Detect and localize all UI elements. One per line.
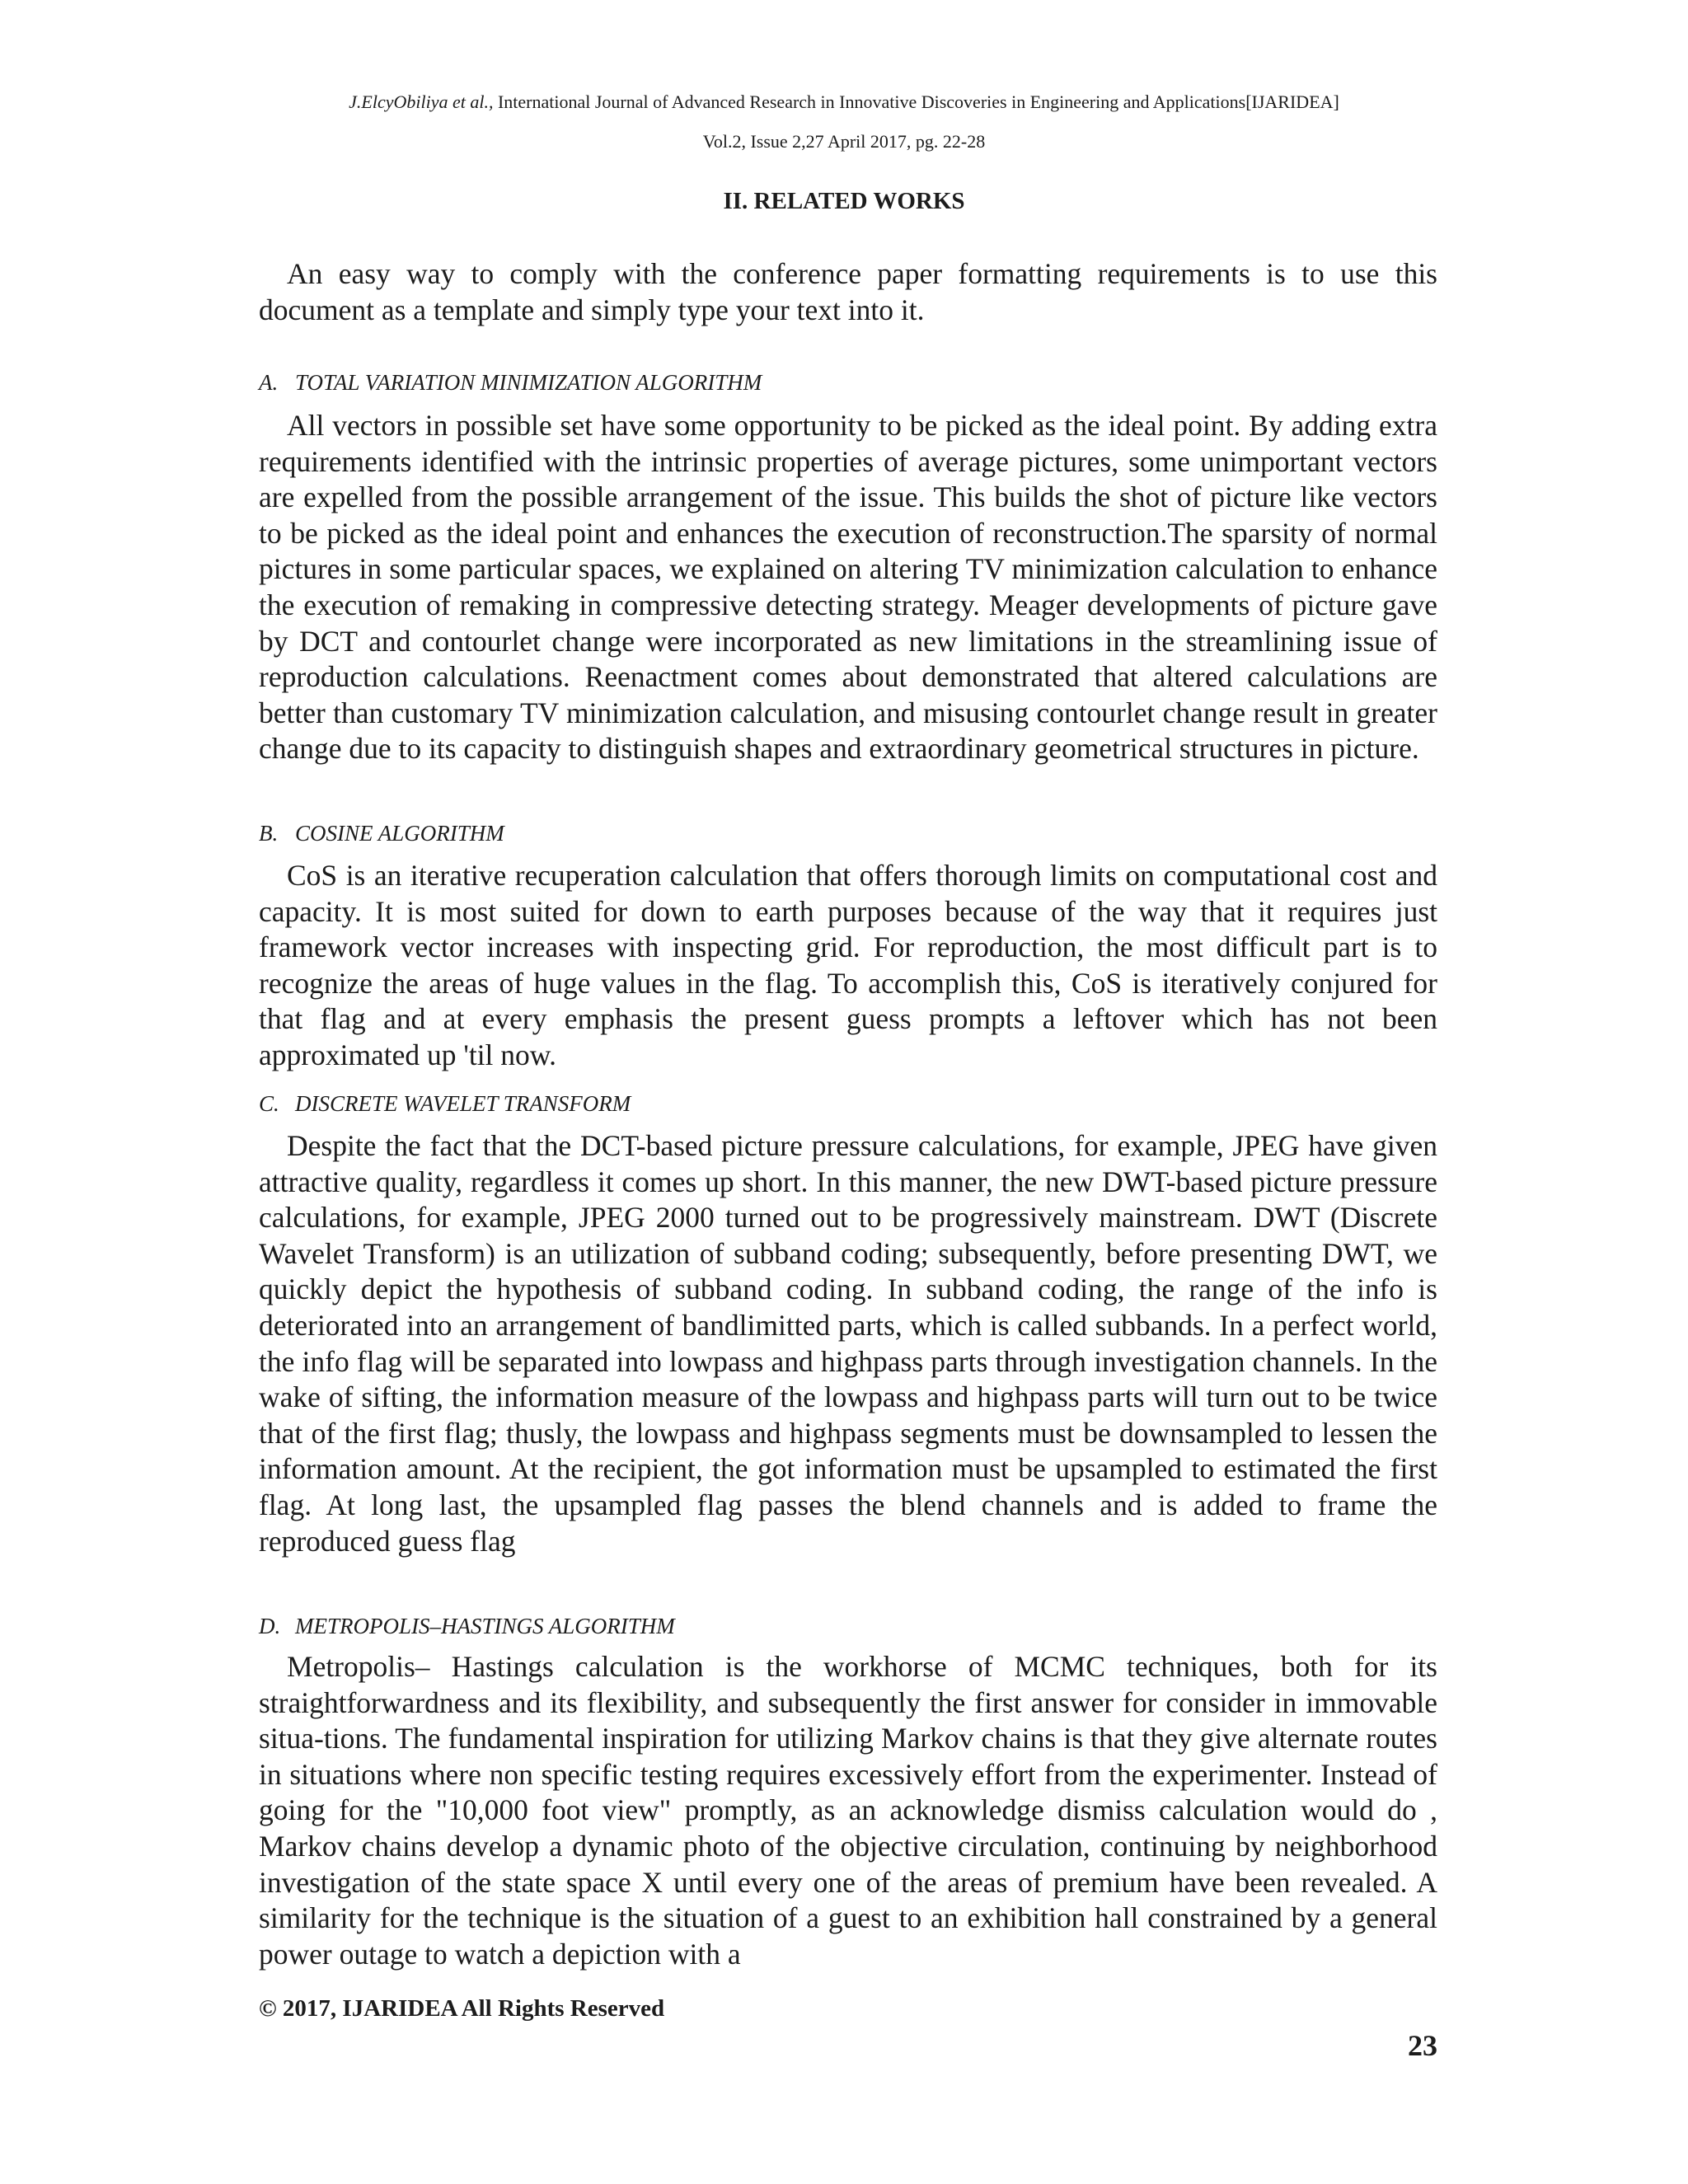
subsection-title: DISCRETE WAVELET TRANSFORM <box>295 1091 631 1116</box>
subsection-letter: D. <box>259 1614 281 1638</box>
running-head-volume: Vol.2, Issue 2,27 April 2017, pg. 22-28 <box>702 131 986 152</box>
subsection-letter: B. <box>259 821 279 846</box>
page-number: 23 <box>1408 2029 1437 2062</box>
subsection-body-a <box>259 408 1437 767</box>
running-head-authors: J.ElcyObiliya et al., <box>349 91 494 112</box>
intro-paragraph: An easy way to comply with the conference paper formatting requirements is to use this document as a template and simply type your text into it. <box>259 257 1437 326</box>
running-head-citation <box>0 91 1688 114</box>
subsection-heading-d <box>259 1613 1437 1639</box>
subsection-title: TOTAL VARIATION MINIMIZATION ALGORITHM <box>295 370 762 395</box>
copyright-notice: © 2017, IJARIDEA All Rights Reserved <box>259 1995 665 2022</box>
subsection-heading-a <box>259 369 1437 396</box>
running-head-journal: International Journal of Advanced Research in Innovative Discoveries in Engineering and Applications[IJARIDEA] <box>493 91 1339 112</box>
intro-paragraph-block <box>259 256 1437 328</box>
body-paragraph: Despite the fact that the DCT-based picture pressure calculations, for example, JPEG have given attractive quality, regardless it comes up short. In this manner, the new DWT-based picture pressure calculations, for example, JPEG 2000 turned out to be progressively mainstream. DWT (Discrete Wavelet Transform) is an utilization of subband coding; subsequently, before presenting DWT, we quickly depict the hypothesis of subband coding. In subband coding, the range of the info is deteriorated into an arrangement of bandlimitted parts, which is called subbands. In a perfect world, the info flag will be separated into lowpass and highpass parts through investigation channels. In the wake of sifting, the information measure of the lowpass and highpass parts will turn out to be twice that of the first flag; thusly, the lowpass and highpass segments must be downsampled to lessen the information amount. At the recipient, the got information must be upsampled to estimated the first flag. At long last, the upsampled flag passes the blend channels and is added to frame the reproduced guess flag <box>259 1129 1437 1558</box>
subsection-title: COSINE ALGORITHM <box>295 821 504 846</box>
body-paragraph: All vectors in possible set have some opportunity to be picked as the ideal point. By adding extra requirements identified with the intrinsic properties of average pictures, some unimportant vectors are expelled from the possible arrangement of the issue. This builds the shot of picture like vectors to be picked as the ideal point and enhances the execution of reconstruction.The sparsity of normal pictures in some particular spaces, we explained on altering TV minimization calculation to enhance the execution of remaking in compressive detecting strategy. Meager developments of picture gave by DCT and contourlet change were incorporated as new limitations in the streamlining issue of reproduction calculations. Reenactment comes about demonstrated that altered calculations are better than customary TV minimization calculation, and misusing contourlet change result in greater change due to its capacity to distinguish shapes and extraordinary geometrical structures in picture. <box>259 409 1437 766</box>
subsection-heading-b <box>259 820 1437 846</box>
subsection-letter: C. <box>259 1091 279 1116</box>
body-paragraph: Metropolis– Hastings calculation is the workhorse of MCMC techniques, both for its straightforwardness and its flexibility, and subsequently the first answer for consider in immovable situa-tions. The fundamental inspiration for utilizing Markov chains is that they give alternate routes in situations where non specific testing requires excessively effort from the experimenter. Instead of going for the "10,000 foot view" promptly, as an acknowledge dismiss calculation would do , Markov chains develop a dynamic photo of the objective circulation, continuing by neighborhood investigation of the state space X until every one of the areas of premium have been revealed. A similarity for the technique is the situation of a guest to an exhibition hall constrained by a general power outage to watch a depiction with a <box>259 1650 1437 1971</box>
subsection-heading-c <box>259 1090 1437 1117</box>
subsection-letter: A. <box>259 370 279 395</box>
subsection-body-d <box>259 1649 1437 1972</box>
subsection-title: METROPOLIS–HASTINGS ALGORITHM <box>295 1614 675 1638</box>
subsection-body-b <box>259 858 1437 1074</box>
subsection-body-c <box>259 1128 1437 1559</box>
body-paragraph: CoS is an iterative recuperation calculation that offers thorough limits on computational cost and capacity. It is most suited for down to earth purposes because of the way that it requires just framework vector increases with inspecting grid. For reproduction, the most difficult part is to recognize the areas of huge values in the flag. To accomplish this, CoS is iteratively conjured for that flag and at every emphasis the present guess prompts a leftover which has not been approximated up 'til now. <box>259 859 1437 1071</box>
section-title: II. RELATED WORKS <box>723 188 965 214</box>
